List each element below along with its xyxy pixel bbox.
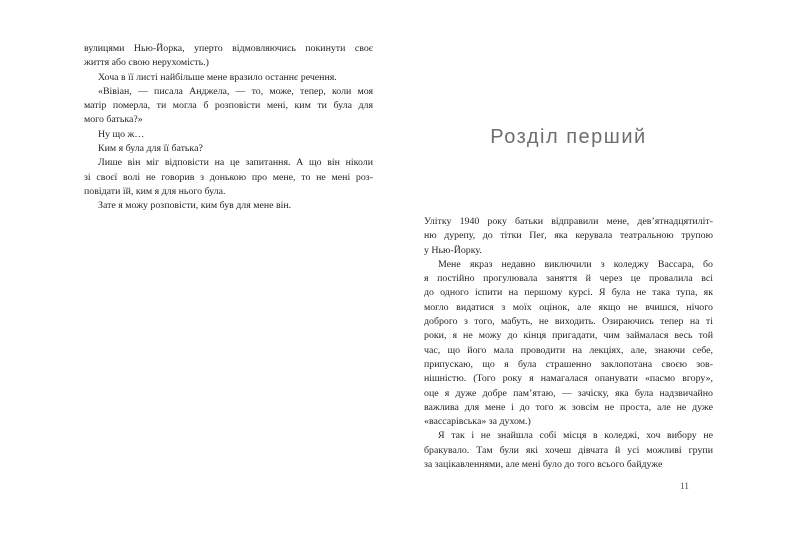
- text-line: важлива для мене і до того ж зовсім не проста, але не дуже: [424, 401, 713, 413]
- text-line: до одного іспити на першому курсі. Я була не така тупа, як: [424, 287, 713, 299]
- text-line: «Вівіан, — писала Анджела, — то, може, тепер, коли моя: [98, 85, 373, 97]
- text-line: нішністю. (Того року я намагалася опанувати «пасмо вгору»,: [424, 373, 713, 385]
- text-line: за зацікавленнями, але мені було до того всього байдуже: [424, 459, 663, 471]
- text-line: могло видатися з моїх оцінок, але якщо не вчишся, нічого: [424, 301, 713, 313]
- page-number: 11: [679, 482, 689, 492]
- text-line: життя або свою нерухомість.): [84, 57, 209, 69]
- text-line: Улітку 1940 року батьки відправили мене, дев’ятнадцятиліт-: [424, 216, 713, 227]
- chapter-title: Розділ перший: [490, 126, 647, 148]
- right-page: [394, 0, 787, 541]
- text-line: Я так і не знайшла собі місця в коледжі, хоч вибору не: [438, 430, 713, 442]
- text-line: Мене якраз недавно виключили з коледжу Вассара, бо: [438, 258, 713, 270]
- text-line: «вассарівська» за духом.): [424, 416, 531, 428]
- text-line: припускаю, що я була страшенно заклопотана своєю зов-: [424, 358, 713, 370]
- text-line: роки, я не можу до кінця пригадати, чим займалася весь той: [424, 330, 713, 342]
- text-line: Зате я можу розповісти, ким був для мене він.: [98, 200, 292, 212]
- text-line: Хоча в її листі найбільше мене вразило останнє речення.: [98, 71, 337, 83]
- text-line: Ну що ж…: [98, 128, 145, 140]
- text-line: бракувало. Там були які хочеш дівчата й усі можливі групи: [424, 444, 713, 456]
- left-page: [0, 0, 393, 541]
- left-page-text-block: [84, 42, 373, 214]
- text-line: матір померла, ти могла б розповісти мені, ким ти була для: [84, 100, 373, 112]
- text-line: я постійно прогулювала заняття й через це провалила всі: [424, 273, 713, 285]
- text-line: оце я дуже добре пам’ятаю, — зачіску, яка була надзвичайно: [424, 387, 713, 399]
- text-line: доброго з того, мабуть, не виходить. Озираючись тепер на ті: [424, 316, 713, 328]
- text-line: мого батька?»: [84, 114, 143, 126]
- text-line: час, що його мала проводити на лекціях, але, знаючи себе,: [424, 344, 713, 356]
- text-line: вулицями Нью-Йорка, уперто відмовляючись покинути своє: [84, 43, 373, 54]
- text-line: Лише він міг відповісти на це запитання. А що він ніколи: [98, 157, 373, 169]
- text-line: повідати їй, ким я для нього була.: [84, 185, 226, 197]
- text-line: ню дурепу, до тітки Пеґ, яка керувала театральною трупою: [424, 230, 713, 242]
- right-page-text-block: [424, 215, 713, 472]
- text-line: у Нью-Йорку.: [424, 244, 482, 256]
- text-line: зі своєї волі не говорив з донькою про мене, то не мені роз-: [84, 171, 373, 183]
- text-line: Ким я була для її батька?: [98, 143, 203, 155]
